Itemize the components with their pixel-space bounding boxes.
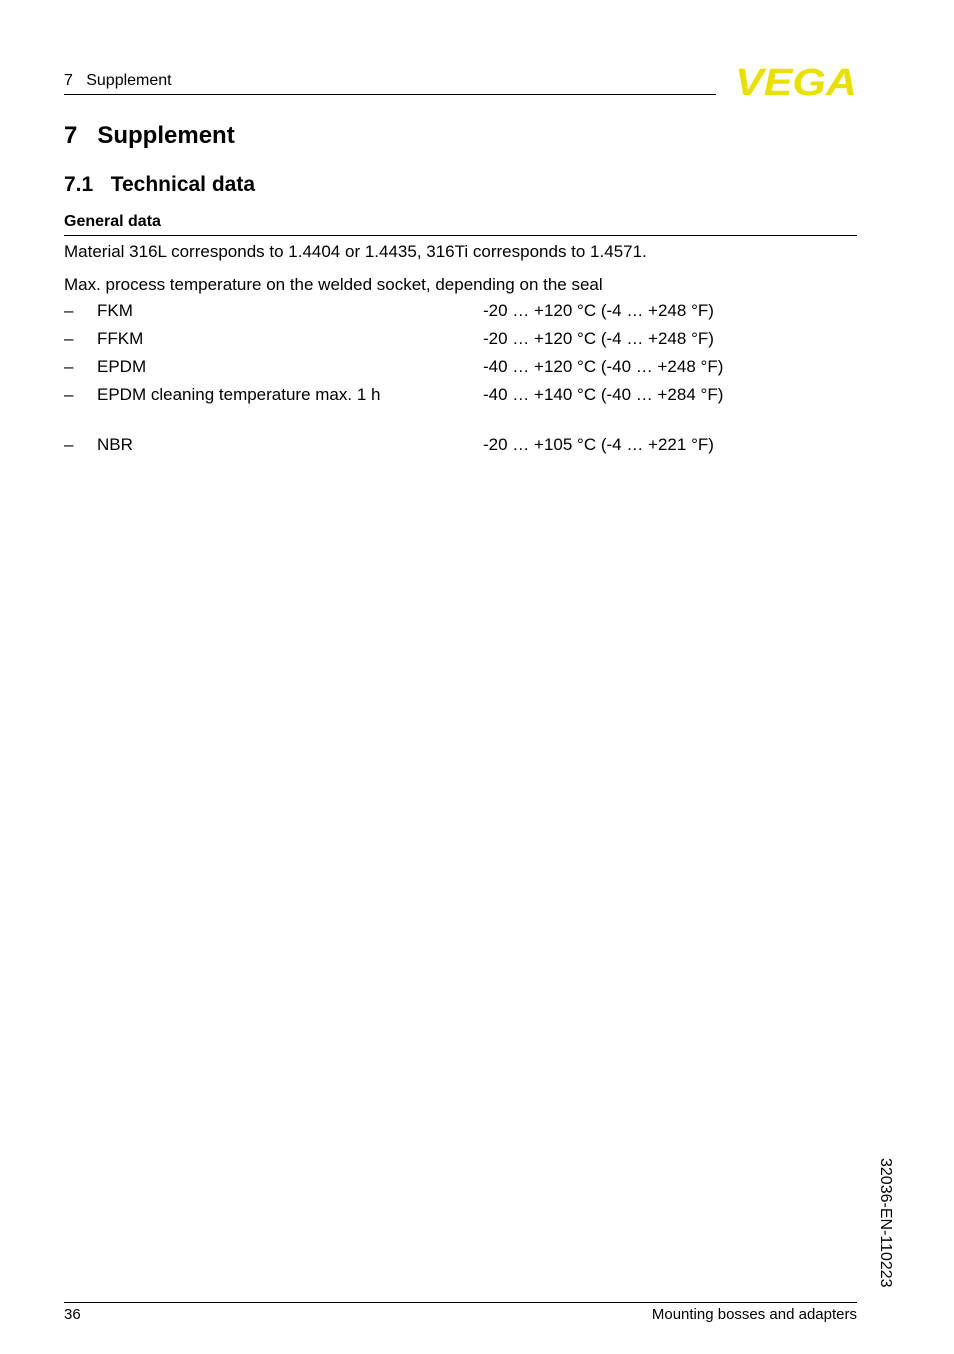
vega-logo xyxy=(734,64,858,98)
list-dash: – xyxy=(64,385,74,404)
seal-label: FKM xyxy=(97,301,133,320)
list-dash: – xyxy=(64,357,74,376)
document-code: 32036-EN-110223 xyxy=(877,1158,894,1288)
subsection-divider xyxy=(64,235,857,236)
footer-document-title: Mounting bosses and adapters xyxy=(651,1306,857,1323)
seal-label: EPDM cleaning temperature max. 1 h xyxy=(97,385,381,404)
page-number: 36 xyxy=(64,1306,81,1323)
seal-temperature-value: -20 … +105 °C (-4 … +221 °F) xyxy=(483,435,714,454)
material-paragraph: Material 316L corresponds to 1.4404 or 1.4435, 316Ti corresponds to 1.4571. xyxy=(64,242,647,261)
logo-wordmark: VEGA xyxy=(735,64,857,98)
header-divider xyxy=(64,94,716,95)
list-dash: – xyxy=(64,435,74,454)
seal-temperature-value: -40 … +120 °C (-40 … +248 °F) xyxy=(483,357,724,376)
seal-label: FFKM xyxy=(97,329,144,348)
temperature-intro: Max. process temperature on the welded socket, depending on the seal xyxy=(64,275,603,294)
running-header: 7 Supplement xyxy=(64,72,172,89)
chapter-title: 7 Supplement xyxy=(64,122,235,149)
footer-divider xyxy=(64,1302,857,1303)
seal-temperature-value: -20 … +120 °C (-4 … +248 °F) xyxy=(483,301,714,320)
seal-temperature-value: -40 … +140 °C (-40 … +284 °F) xyxy=(483,385,724,404)
list-dash: – xyxy=(64,301,74,320)
subsection-title: General data xyxy=(64,213,161,230)
section-title: 7.1 Technical data xyxy=(64,173,256,196)
seal-label: NBR xyxy=(97,435,133,454)
seal-label: EPDM xyxy=(97,357,147,376)
list-dash: – xyxy=(64,329,74,348)
seal-temperature-value: -20 … +120 °C (-4 … +248 °F) xyxy=(483,329,714,348)
